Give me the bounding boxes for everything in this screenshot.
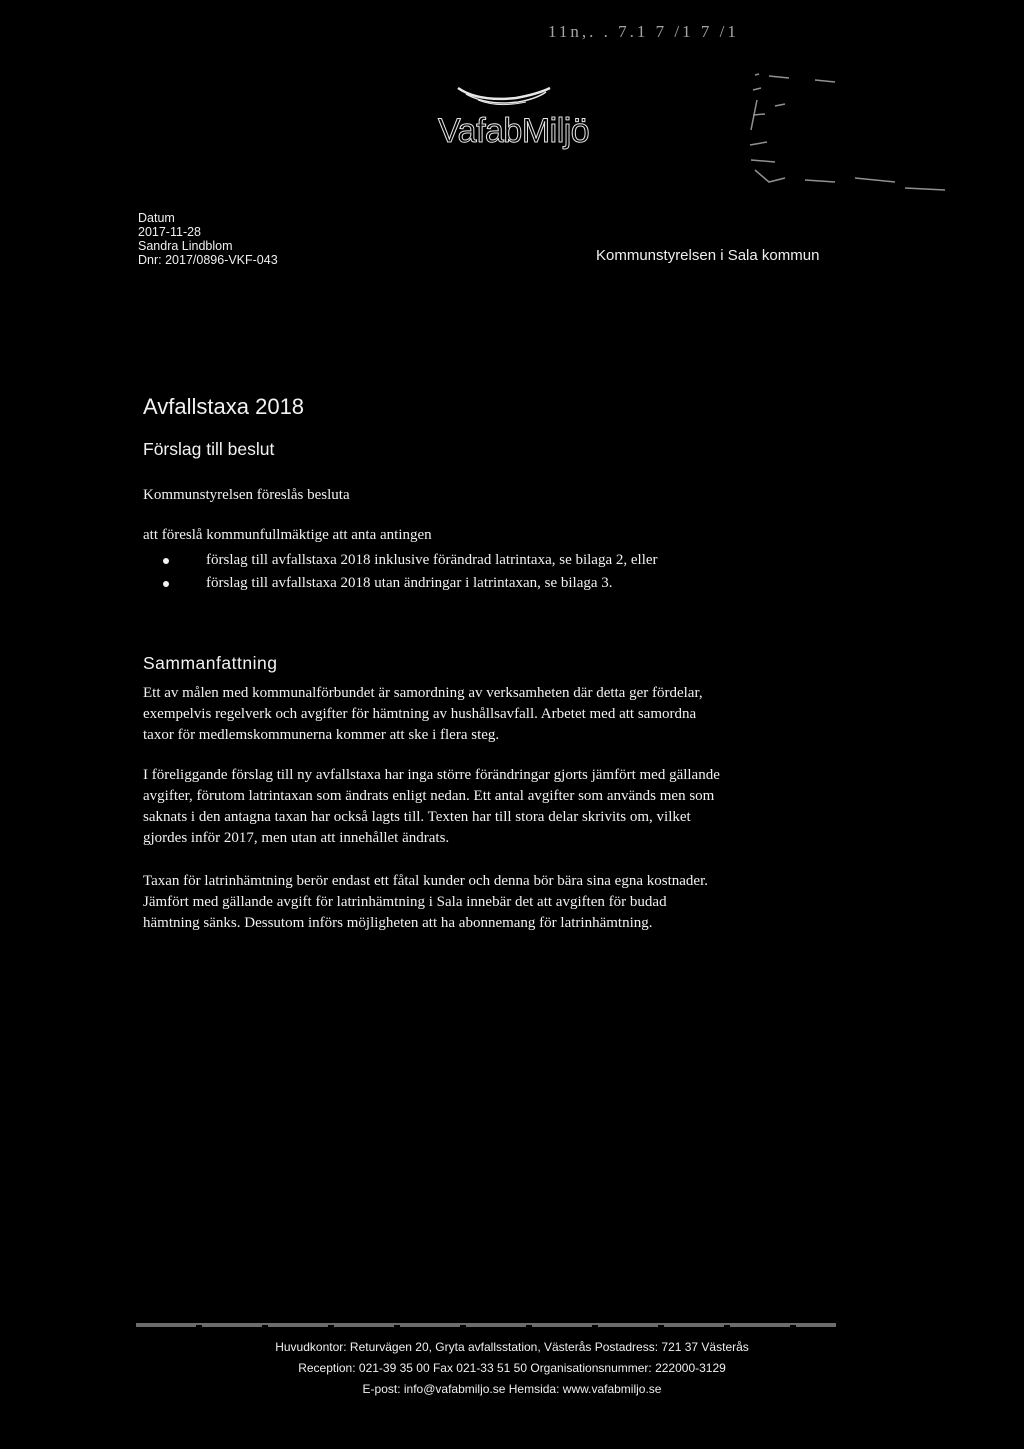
list-item: förslag till avfallstaxa 2018 utan ändringar i latrintaxan, se bilaga 3. <box>163 572 658 595</box>
footer-contact: E-post: info@vafabmiljo.se Hemsida: www.vafabmiljo.se <box>362 1382 662 1396</box>
decision-options-list <box>163 549 658 595</box>
footer-address: Huvudkontor: Returvägen 20, Gryta avfallsstation, Västerås Postadress: 721 37 Västerås <box>275 1340 749 1354</box>
summary-paragraph-2: I föreliggande förslag till ny avfallstaxa har inga större förändringar gjorts jämfört med gällande avgifter, förutom latrintaxan som ändrats enligt nedan. Ett antal avgifter som används men som saknats i den antagna taxan har också lagts till. Texten har till stora delar skrivits om, vilket gjordes inför 2017, men utan att innehållet ändrats. <box>143 767 720 846</box>
document-title: Avfallstaxa 2018 <box>143 394 305 419</box>
decision-heading: Förslag till beslut <box>143 439 275 459</box>
decision-intro: Kommunstyrelsen föreslås besluta <box>143 487 350 503</box>
summary-paragraph-3: Taxan för latrinhämtning berör endast ett fåtal kunder och denna bör bära sina egna kostnader. Jämfört med gällande avgift för latrinhämtning i Sala innebär det att avgiften för budad hämtning sänks. Dessutom införs möjligheten att ha abonnemang för latrinhämtning. <box>143 873 708 931</box>
list-item: förslag till avfallstaxa 2018 inklusive förändrad latrintaxa, se bilaga 2, eller <box>163 549 658 572</box>
logo-wordmark: VafabMiljö <box>438 112 590 150</box>
registration-stamp: 11n,. . 7.1 7 /1 7 /1 <box>548 22 739 41</box>
received-stamp-icon <box>745 70 955 210</box>
document-date: 2017-11-28 <box>138 225 202 239</box>
diary-number: Dnr: 2017/0896-VKF-043 <box>138 253 278 267</box>
bullet-icon <box>163 581 169 587</box>
bullet-icon <box>163 558 169 564</box>
decision-att-line: att föreslå kommunfullmäktige att anta antingen <box>143 527 432 543</box>
author-name: Sandra Lindblom <box>138 239 233 253</box>
date-label: Datum <box>138 211 175 225</box>
footer-phone: Reception: 021-39 35 00 Fax 021-33 51 50 Organisationsnummer: 222000-3129 <box>298 1361 726 1375</box>
summary-heading: Sammanfattning <box>143 653 278 673</box>
recipient: Kommunstyrelsen i Sala kommun <box>596 247 820 264</box>
footer-divider <box>136 1323 836 1327</box>
summary-paragraph-1: Ett av målen med kommunalförbundet är samordning av verksamheten där detta ger fördelar, exempelvis regelverk och avgifter för hämtning av hushållsavfall. Arbetet med att samordna taxor för medlemskommunerna kommer att ske i flera steg. <box>143 685 703 743</box>
